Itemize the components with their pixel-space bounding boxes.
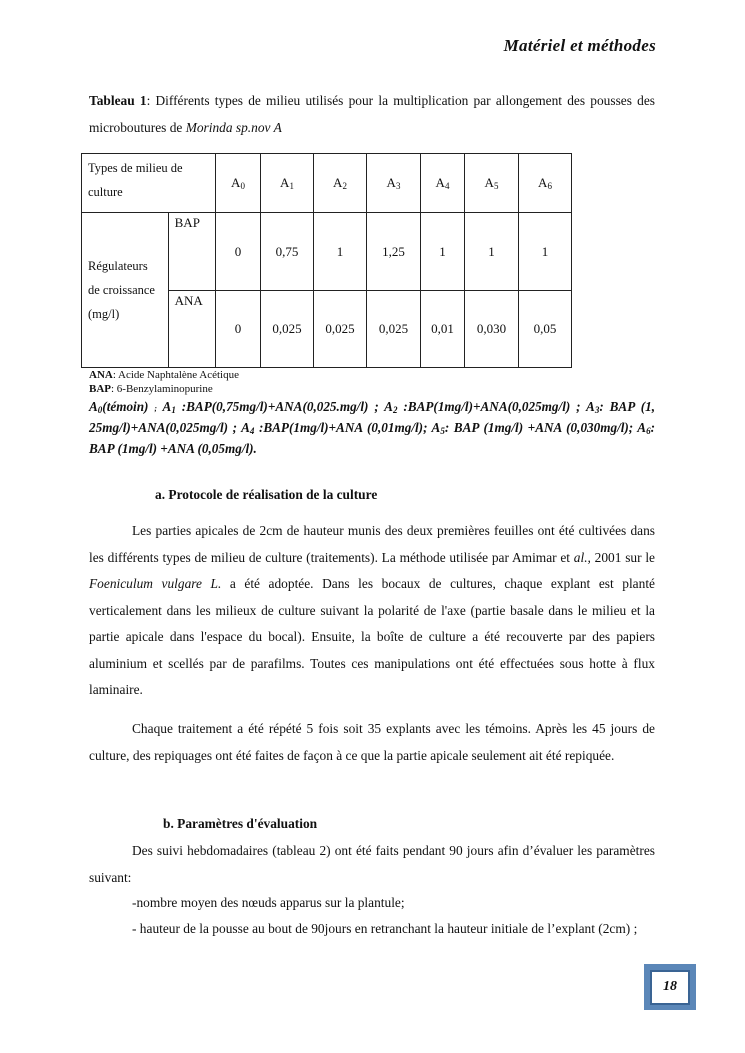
ana-value: 0,025 [261, 291, 314, 368]
evaluation-item: - hauteur de la pousse au bout de 90jours en retranchant la hauteur initiale de l’explant (2cm) ; [132, 921, 638, 936]
media-header-a5: $A_5$ [465, 154, 519, 213]
section-b-title: b. Paramètres d'évaluation [163, 816, 318, 831]
media-header-a3: $A_3$ [367, 154, 421, 213]
table-caption [89, 87, 655, 141]
section-a-title: a. Protocole de réalisation de la culture [155, 487, 378, 502]
media-header-a1: $A_1$ [261, 154, 314, 213]
media-composition-formula: $A_0(témoin)$ ; $A_1$ :BAP(0,75mg/l)+ANA(0,025.mg/l) ; $A_2$ :BAP(1mg/l)+ANA(0,025mg/l) ; $A_3$: BAP (1, 25mg/l)+ANA(0,025mg/l) ; $A_4$ :BAP(1mg/l)+ANA (0,01mg/l); $A_5$: BAP (1mg/l) +ANA (0,030mg/l); $A_6$: BAP (1mg/l) +ANA (0,05mg/l). [89, 399, 656, 456]
caption-species: Morinda sp.nov A [185, 120, 282, 135]
bap-value: 1 [519, 213, 572, 291]
page-number-badge [644, 964, 696, 1010]
regulators-label: Régulateurs de croissance (mg/l) [82, 213, 169, 368]
bap-value: 0,75 [261, 213, 314, 291]
ana-value: 0,025 [367, 291, 421, 368]
media-header-a2: $A_2$ [314, 154, 367, 213]
abbreviation-notes [89, 368, 239, 396]
media-header-a4: $A_4$ [421, 154, 465, 213]
media-header-a6: $A_6$ [519, 154, 572, 213]
ana-value: 0,01 [421, 291, 465, 368]
section-a-paragraph-2: Chaque traitement a été répété 5 fois soit 35 explants avec les témoins. Après les 45 jours de culture, des repiquages ont été faites de façon à ce que la partie apicale seulement ait été repiquée. [89, 721, 655, 763]
abbreviation-ana: ANA: Acide Naphtalène Acétique [89, 369, 239, 381]
page-number: 18 [650, 970, 690, 1005]
section-b-paragraph: Des suivi hebdomadaires (tableau 2) ont été faits pendant 90 jours afin d’évaluer les paramètres suivant: [89, 843, 655, 885]
ana-value: 0,030 [465, 291, 519, 368]
ana-value: 0,025 [314, 291, 367, 368]
bap-value: 1 [465, 213, 519, 291]
evaluation-item: -nombre moyen des nœuds apparus sur la plantule; [132, 895, 405, 910]
bap-value: 1 [314, 213, 367, 291]
bap-value: 1,25 [367, 213, 421, 291]
bap-value: 0 [216, 213, 261, 291]
ana-row-label: ANA [168, 291, 215, 368]
types-header-cell: Types de milieu de culture [82, 154, 216, 213]
caption-label: Tableau 1 [89, 93, 147, 108]
ana-value: 0 [216, 291, 261, 368]
page-header-title: Matériel et méthodes [503, 36, 656, 55]
caption-text: : Différents types de milieu utilisés pour la multiplication par allongement des pousses des microboutures de [89, 93, 656, 135]
media-table [81, 153, 572, 368]
bap-row-label: BAP [168, 213, 215, 291]
section-a-paragraph-1: Les parties apicales de 2cm de hauteur munis des deux premières feuilles ont été cultivées dans les différents types de milieu de culture (traitements). La méthode utilisée par Amimar et al., 2001 sur le Foeniculum vulgare L. a été adoptée. Dans les bocaux de cultures, chaque explant est planté verticalement dans les milieux de culture suivant la polarité de l'axe (partie basale dans le milieu et la partie apicale dans l'espace du bocal). Ensuite, la boîte de culture a été recouverte par des papiers aluminium et scellés par de parafilms. Toutes ces manipulations ont été effectuées sous hotte à flux laminaire. [89, 523, 655, 697]
ana-value: 0,05 [519, 291, 572, 368]
abbreviation-bap: BAP: 6-Benzylaminopurine [89, 383, 213, 395]
bap-value: 1 [421, 213, 465, 291]
media-header-a0: $A_0$ [216, 154, 261, 213]
